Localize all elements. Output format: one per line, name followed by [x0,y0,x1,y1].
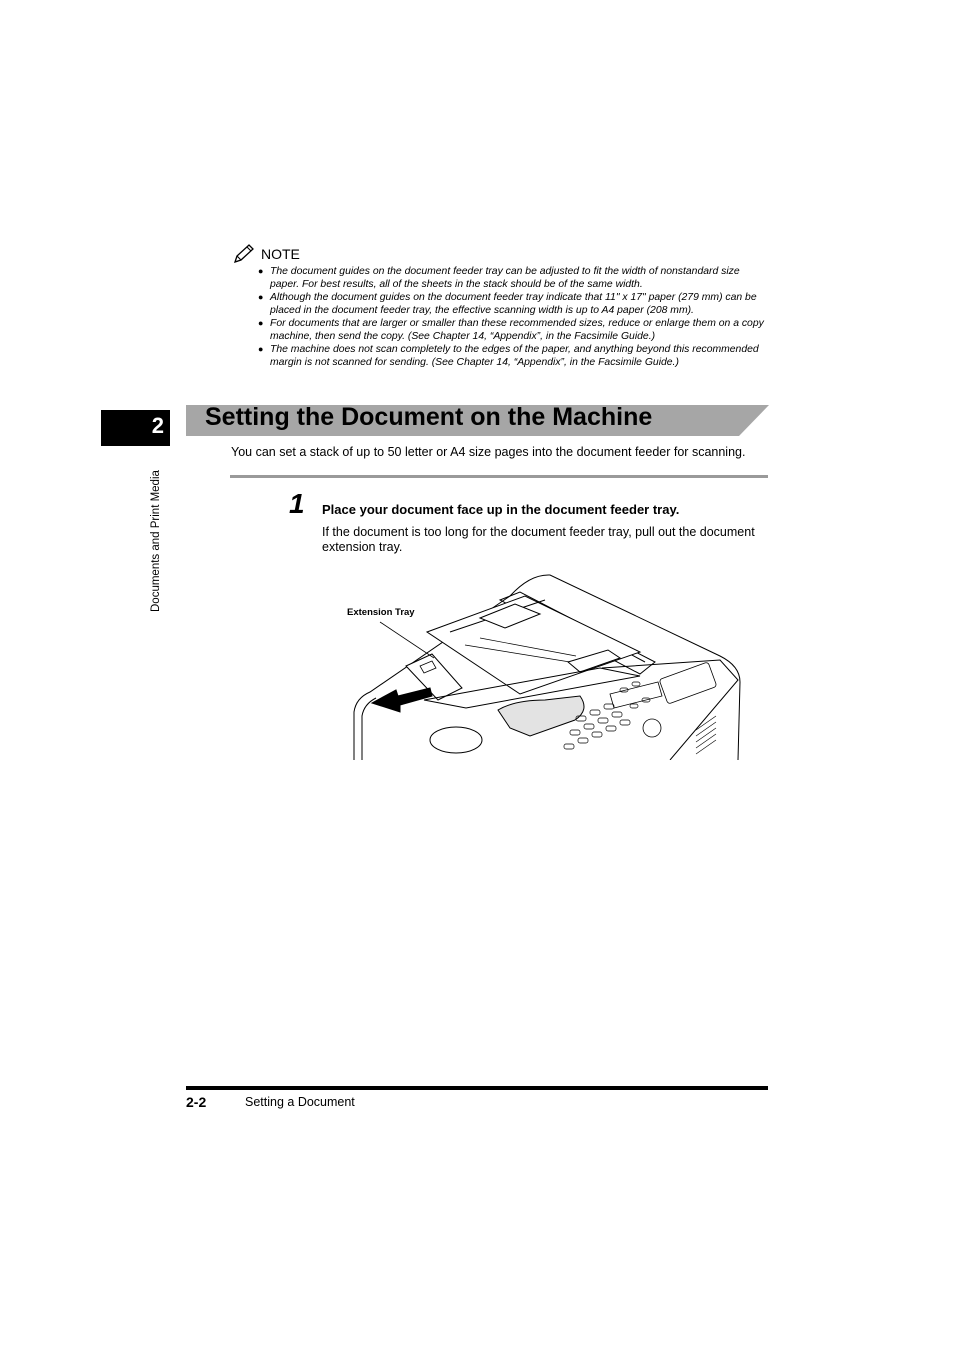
note-item: ● Although the document guides on the document feeder tray indicate that 11" x 17" paper (279 mm) can be placed in the document feeder tray, the effective scanning width is up to A4 paper (208 mm). [258,292,757,316]
step-description: If the document is too long for the document feeder tray, pull out the document extension tray. [322,525,755,554]
note-list [258,265,770,369]
machine-illustration [340,570,750,760]
step-number: 1 [289,488,305,519]
note-item: ● The document guides on the document feeder tray can be adjusted to fit the width of nonstandard size paper. For best results, all of the sheets in the stack should be of the same width. [258,266,740,290]
note-title: NOTE [261,246,300,262]
section-intro: You can set a stack of up to 50 letter or A4 size pages into the document feeder for scanning. [231,445,746,459]
section-divider [230,475,768,478]
page-number: 2-2 [186,1094,207,1110]
footer-section-title: Setting a Document [245,1095,355,1109]
extension-tray-callout: Extension Tray [347,607,415,618]
section-heading: Setting the Document on the Machine [205,403,653,431]
step-title: Place your document face up in the document feeder tray. [322,502,680,517]
note-item: ● The machine does not scan completely to the edges of the paper, and anything beyond this recommended margin is not scanned for sending. (See Chapter 14, “Appendix”, in the Facsimile Guide.) [258,344,759,368]
chapter-tab [101,410,170,446]
pencil-icon [232,243,256,265]
footer-rule [186,1086,768,1090]
note-item: ● For documents that are larger or smaller than these recommended sizes, reduce or enlarge them on a copy machine, then send the copy. (See Chapter 14, “Appendix”, in the Facsimile Guide.) [258,318,764,342]
chapter-number: 2 [151,413,164,438]
chapter-side-label: Documents and Print Media [150,470,162,612]
